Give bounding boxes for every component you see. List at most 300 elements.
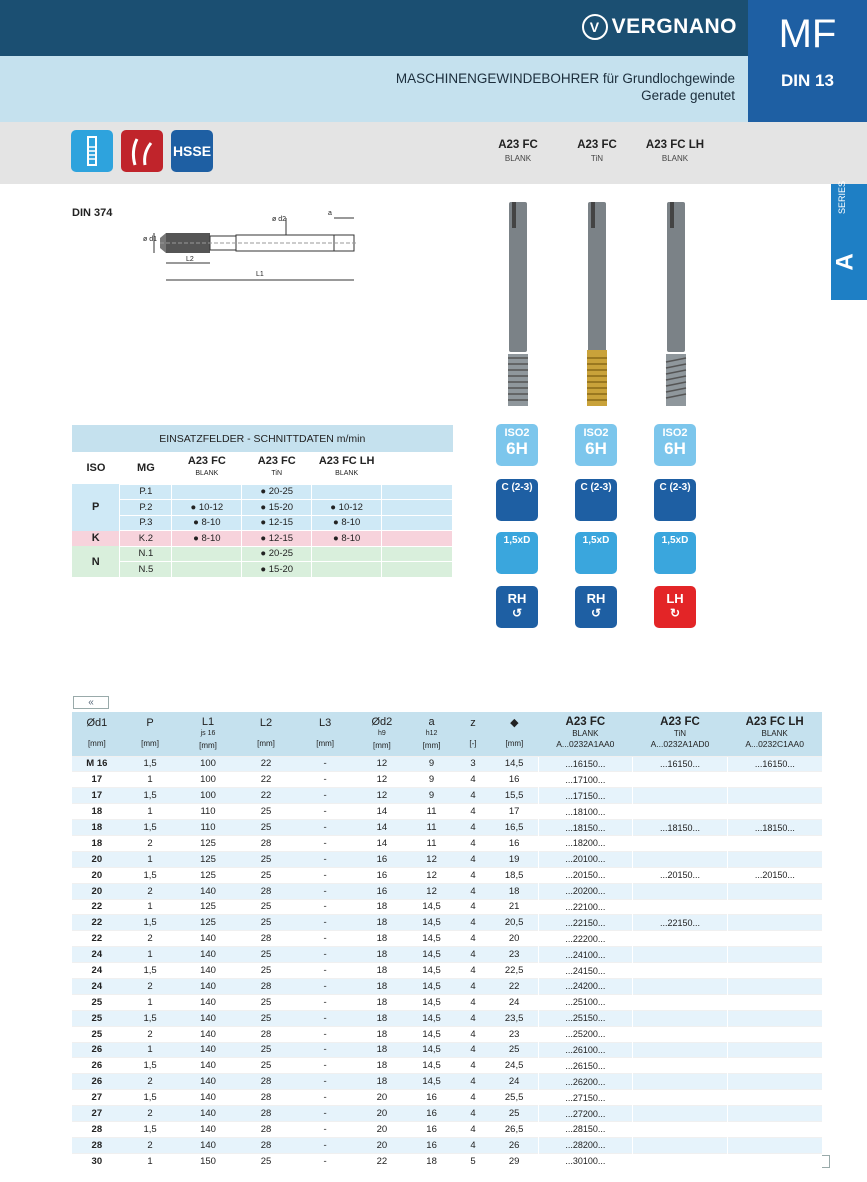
value-cell: 24: [491, 994, 538, 1010]
value-cell: -: [294, 788, 356, 804]
value-cell: 20: [356, 1137, 408, 1153]
speed-value: 15-20: [268, 501, 294, 513]
value-cell: 18: [356, 899, 408, 915]
product-head-2: A23 FC TiN: [577, 139, 617, 163]
order-code-cell[interactable]: ...25200...: [538, 1026, 633, 1042]
value-cell: 125: [178, 899, 237, 915]
speed-cell: [242, 484, 312, 500]
cut-col-1: A23 FC BLANK: [187, 455, 226, 478]
order-code-cell[interactable]: ...27200...: [538, 1106, 633, 1122]
table-row: [72, 899, 822, 915]
order-code-cell[interactable]: ...20150...: [538, 867, 633, 883]
cutting-table-title: EINSATZFELDER - SCHNITTDATEN m/min: [72, 425, 453, 452]
order-code-cell[interactable]: ...26200...: [538, 1074, 633, 1090]
value-cell: -: [294, 1010, 356, 1026]
speed-cell: [312, 500, 382, 516]
speed-value: 12-15: [268, 517, 294, 529]
product-column-header: A23 FC BLANK A...0232A1AA0: [556, 716, 615, 750]
order-code-cell: [727, 915, 822, 931]
order-code-cell[interactable]: ...18200...: [538, 835, 633, 851]
diameter-cell: 18: [72, 835, 122, 851]
value-cell: 25: [491, 1106, 538, 1122]
diameter-cell: 17: [72, 788, 122, 804]
value-cell: 18: [356, 915, 408, 931]
speed-cell: [312, 484, 382, 500]
value-cell: -: [294, 963, 356, 979]
dot-icon: ●: [332, 532, 342, 544]
table-row: [72, 1074, 822, 1090]
order-code-cell: [727, 963, 822, 979]
brand-logo: [582, 14, 737, 40]
value-cell: 25: [238, 994, 295, 1010]
dot-icon: ●: [260, 486, 269, 498]
value-cell: 1: [122, 994, 179, 1010]
value-cell: 140: [178, 947, 237, 963]
value-cell: 20: [356, 1090, 408, 1106]
dot-icon: ●: [260, 501, 269, 513]
speed-cell: [312, 531, 382, 547]
table-row: [72, 1121, 822, 1137]
value-cell: 2: [122, 1106, 179, 1122]
diameter-cell: 22: [72, 899, 122, 915]
value-cell: 125: [178, 835, 237, 851]
value-cell: 4: [455, 1058, 490, 1074]
table-row: [72, 931, 822, 947]
series-label: SERIES: [837, 180, 847, 214]
value-cell: 14: [356, 820, 408, 836]
order-code-cell: [633, 1090, 728, 1106]
chamfer-form-badge: C (2-3): [654, 479, 696, 521]
value-cell: 26: [491, 1137, 538, 1153]
value-cell: 25: [238, 1153, 295, 1169]
value-cell: 5: [455, 1153, 490, 1169]
rotation-arrow-icon: ↻: [669, 606, 681, 620]
speed-cell: [172, 515, 242, 531]
diameter-cell: 24: [72, 947, 122, 963]
order-code-cell[interactable]: ...24150...: [538, 963, 633, 979]
order-code-cell[interactable]: ...20100...: [538, 851, 633, 867]
table-row: [72, 851, 822, 867]
rotation-arrow-icon: ↺: [590, 606, 602, 620]
column-header: L2 [mm]: [257, 717, 275, 749]
value-cell: 16: [408, 1106, 455, 1122]
order-code-cell: [633, 1137, 728, 1153]
value-cell: 140: [178, 1058, 237, 1074]
value-cell: 26,5: [491, 1121, 538, 1137]
speed-value: 8-10: [341, 532, 361, 544]
value-cell: 4: [455, 1121, 490, 1137]
l2-label: L2: [186, 256, 194, 263]
value-cell: 28: [238, 931, 295, 947]
series-letter: A: [831, 253, 859, 271]
order-code-cell: [727, 931, 822, 947]
value-cell: 21: [491, 899, 538, 915]
value-cell: 1: [122, 947, 179, 963]
order-code-cell[interactable]: ...20200...: [538, 883, 633, 899]
diameter-cell: 20: [72, 851, 122, 867]
speed-cell: [172, 546, 242, 562]
value-cell: 20: [356, 1106, 408, 1122]
value-cell: 4: [455, 931, 490, 947]
diameter-cell: M 16: [72, 756, 122, 772]
order-code-cell[interactable]: ...24200...: [538, 978, 633, 994]
order-code-cell[interactable]: ...25150...: [538, 1010, 633, 1026]
value-cell: 14,5: [408, 947, 455, 963]
speed-value: 10-12: [198, 501, 224, 513]
table-row: [72, 820, 822, 836]
value-cell: 18: [356, 1074, 408, 1090]
tap-drill-icon: ◆: [510, 717, 519, 730]
value-cell: 28: [238, 1121, 295, 1137]
din-standard: DIN 13: [781, 71, 834, 90]
order-code-cell[interactable]: ...22150...: [538, 915, 633, 931]
value-cell: 4: [455, 1010, 490, 1026]
value-cell: 25: [238, 804, 295, 820]
order-code-cell[interactable]: ...18150...: [727, 820, 822, 836]
order-code-cell[interactable]: ...18150...: [633, 820, 728, 836]
value-cell: 28: [238, 1106, 295, 1122]
mg-cell: P.2: [120, 500, 172, 516]
column-header: a h12 [mm]: [422, 715, 441, 750]
column-header: Ød1 [mm]: [86, 717, 108, 749]
iso-group: N: [72, 546, 120, 577]
order-code-cell: [727, 772, 822, 788]
value-cell: 14,5: [408, 963, 455, 979]
order-code-cell[interactable]: ...30100...: [538, 1153, 633, 1169]
value-cell: 140: [178, 1042, 237, 1058]
speed-cell: [312, 562, 382, 578]
column-header: z [-]: [469, 717, 477, 749]
dot-icon: ●: [193, 532, 202, 544]
value-cell: 110: [178, 820, 237, 836]
order-code-cell: [633, 1074, 728, 1090]
table-row: [72, 883, 822, 899]
value-cell: 25: [238, 1058, 295, 1074]
value-cell: 14,5: [408, 1042, 455, 1058]
value-cell: 12: [408, 883, 455, 899]
value-cell: 3: [455, 756, 490, 772]
value-cell: -: [294, 931, 356, 947]
table-row: [72, 915, 822, 931]
value-cell: 125: [178, 867, 237, 883]
value-cell: 4: [455, 1074, 490, 1090]
rotation-badge: LH ↻: [654, 586, 696, 628]
dot-icon: ●: [193, 517, 202, 529]
value-cell: 22: [238, 756, 295, 772]
order-code-cell: [633, 772, 728, 788]
cutting-row: [72, 515, 453, 531]
column-header: L3 [mm]: [316, 717, 335, 749]
value-cell: 17: [491, 804, 538, 820]
value-cell: 4: [455, 899, 490, 915]
value-cell: 25: [238, 851, 295, 867]
value-cell: 18: [408, 1153, 455, 1169]
table-row: [72, 1058, 822, 1074]
value-cell: 18: [491, 883, 538, 899]
value-cell: 140: [178, 1074, 237, 1090]
order-code-cell: [727, 883, 822, 899]
order-code-cell[interactable]: ...17150...: [538, 788, 633, 804]
value-cell: 1: [122, 1042, 179, 1058]
value-cell: 28: [238, 1137, 295, 1153]
value-cell: 4: [455, 804, 490, 820]
order-code-cell: [727, 1026, 822, 1042]
value-cell: 16: [356, 867, 408, 883]
value-cell: 20: [491, 931, 538, 947]
order-code-cell: [633, 1121, 728, 1137]
table-row: [72, 947, 822, 963]
speed-value: 15-20: [268, 563, 294, 575]
value-cell: 18: [356, 1010, 408, 1026]
order-code-cell: [727, 1106, 822, 1122]
value-cell: -: [294, 1026, 356, 1042]
order-code-cell: [633, 851, 728, 867]
value-cell: 140: [178, 1137, 237, 1153]
value-cell: 18,5: [491, 867, 538, 883]
value-cell: 4: [455, 835, 490, 851]
order-code-cell: [727, 899, 822, 915]
table-row: [72, 1137, 822, 1153]
order-code-cell[interactable]: ...28150...: [538, 1121, 633, 1137]
value-cell: 16: [408, 1137, 455, 1153]
value-cell: 28: [238, 835, 295, 851]
value-cell: -: [294, 899, 356, 915]
order-code-cell: [727, 994, 822, 1010]
value-cell: 14,5: [408, 1058, 455, 1074]
page-title: MASCHINENGEWINDEBOHRER für Grundlochgewinde: [395, 71, 735, 86]
value-cell: 4: [455, 963, 490, 979]
value-cell: 140: [178, 1090, 237, 1106]
speed-value: 20-25: [268, 486, 294, 498]
value-cell: 23,5: [491, 1010, 538, 1026]
order-code-cell: [633, 1042, 728, 1058]
diameter-cell: 25: [72, 1010, 122, 1026]
value-cell: 4: [455, 1106, 490, 1122]
order-code-cell[interactable]: ...17100...: [538, 772, 633, 788]
value-cell: 150: [178, 1153, 237, 1169]
value-cell: 4: [455, 1026, 490, 1042]
value-cell: 14,5: [408, 915, 455, 931]
value-cell: 100: [178, 756, 237, 772]
order-code-cell[interactable]: ...16150...: [727, 756, 822, 772]
value-cell: -: [294, 1074, 356, 1090]
table-row: [72, 756, 822, 772]
speed-value: 10-12: [338, 501, 363, 513]
tool-image-2: [585, 202, 609, 406]
product-head-1: A23 FC BLANK: [498, 139, 538, 163]
cutting-data-table: [72, 425, 453, 578]
order-code-cell: [727, 1137, 822, 1153]
dot-icon: ●: [330, 501, 339, 513]
value-cell: 20,5: [491, 915, 538, 931]
column-header: Ød2 h9 [mm]: [371, 715, 393, 750]
order-code-cell[interactable]: ...22100...: [538, 899, 633, 915]
value-cell: 4: [455, 978, 490, 994]
table-row: [72, 867, 822, 883]
diameter-cell: 26: [72, 1058, 122, 1074]
value-cell: 2: [122, 1074, 179, 1090]
value-cell: 1,5: [122, 963, 179, 979]
speed-cell: [312, 546, 382, 562]
value-cell: 140: [178, 1121, 237, 1137]
rotation-badge: RH ↺: [575, 586, 617, 628]
order-code-cell: [633, 1153, 728, 1169]
value-cell: 28: [238, 883, 295, 899]
value-cell: -: [294, 772, 356, 788]
thread-depth-badge: 1,5xD: [496, 532, 538, 574]
value-cell: 16: [356, 851, 408, 867]
table-row: [72, 1010, 822, 1026]
value-cell: 140: [178, 1026, 237, 1042]
value-cell: 22: [491, 978, 538, 994]
rotation-badge: RH ↺: [496, 586, 538, 628]
value-cell: 1,5: [122, 1010, 179, 1026]
value-cell: 140: [178, 883, 237, 899]
value-cell: 14: [356, 804, 408, 820]
prev-page-button[interactable]: «: [73, 696, 109, 709]
page-subtitle: Gerade genutet: [641, 88, 735, 103]
table-row: [72, 804, 822, 820]
value-cell: 1,5: [122, 915, 179, 931]
order-code-cell: [633, 978, 728, 994]
value-cell: -: [294, 1121, 356, 1137]
order-code-cell: [633, 994, 728, 1010]
order-code-cell[interactable]: ...24100...: [538, 947, 633, 963]
value-cell: 23: [491, 947, 538, 963]
value-cell: 4: [455, 867, 490, 883]
value-cell: 18: [356, 931, 408, 947]
order-code-cell: [727, 978, 822, 994]
iso-group: P: [72, 484, 120, 531]
diameter-cell: 20: [72, 883, 122, 899]
value-cell: 12: [356, 756, 408, 772]
dot-icon: ●: [260, 532, 269, 544]
value-cell: 18: [356, 947, 408, 963]
order-code-cell[interactable]: ...22150...: [633, 915, 728, 931]
speed-cell: [242, 546, 312, 562]
value-cell: 4: [455, 1137, 490, 1153]
order-code-cell[interactable]: ...25100...: [538, 994, 633, 1010]
order-code-cell[interactable]: ...18100...: [538, 804, 633, 820]
dimensions-table: [72, 712, 822, 1169]
value-cell: 140: [178, 978, 237, 994]
value-cell: 19: [491, 851, 538, 867]
value-cell: 14,5: [408, 1026, 455, 1042]
order-code-cell[interactable]: ...20150...: [727, 867, 822, 883]
value-cell: 14,5: [408, 931, 455, 947]
order-code-cell[interactable]: ...16150...: [633, 756, 728, 772]
order-code-cell[interactable]: ...27150...: [538, 1090, 633, 1106]
value-cell: 4: [455, 1042, 490, 1058]
table-row: [72, 963, 822, 979]
value-cell: 12: [356, 772, 408, 788]
value-cell: 16: [356, 883, 408, 899]
value-cell: 1: [122, 899, 179, 915]
cut-col-3: A23 FC LH BLANK: [318, 455, 375, 478]
value-cell: 140: [178, 994, 237, 1010]
order-code-cell: [633, 1026, 728, 1042]
order-code-cell[interactable]: ...20150...: [633, 867, 728, 883]
value-cell: 1,5: [122, 1058, 179, 1074]
value-cell: 22: [356, 1153, 408, 1169]
value-cell: -: [294, 883, 356, 899]
value-cell: 22: [238, 772, 295, 788]
value-cell: 28: [238, 1074, 295, 1090]
value-cell: 4: [455, 947, 490, 963]
product-head-3: A23 FC LH BLANK: [645, 139, 705, 163]
column-header: ◆ [mm]: [491, 712, 538, 756]
diameter-cell: 22: [72, 931, 122, 947]
chamfer-form-badge: C (2-3): [496, 479, 538, 521]
value-cell: 23: [491, 1026, 538, 1042]
series-tab[interactable]: [831, 180, 867, 300]
value-cell: -: [294, 820, 356, 836]
diameter-cell: 26: [72, 1074, 122, 1090]
value-cell: 28: [238, 978, 295, 994]
speed-cell: [242, 515, 312, 531]
order-code-cell: [727, 804, 822, 820]
value-cell: 20: [356, 1121, 408, 1137]
table-row: [72, 1153, 822, 1169]
order-code-cell: [633, 963, 728, 979]
value-cell: 125: [178, 915, 237, 931]
cutting-row: [72, 531, 453, 547]
value-cell: 14,5: [408, 1010, 455, 1026]
hsse-badge: HSSE: [171, 130, 213, 172]
d1-label: ø d1: [143, 236, 158, 243]
order-code-cell[interactable]: ...16150...: [538, 756, 633, 772]
value-cell: 140: [178, 1106, 237, 1122]
order-code-cell[interactable]: ...28200...: [538, 1137, 633, 1153]
d2-label: ø d2: [272, 216, 287, 223]
order-code-cell: [727, 1010, 822, 1026]
product-column-header: A23 FC TiN A...0232A1AD0: [650, 716, 710, 750]
value-cell: 24,5: [491, 1058, 538, 1074]
diameter-cell: 20: [72, 867, 122, 883]
value-cell: 18: [356, 1058, 408, 1074]
order-code-cell: [727, 851, 822, 867]
diameter-cell: 24: [72, 963, 122, 979]
value-cell: 9: [408, 756, 455, 772]
order-code-cell[interactable]: ...26100...: [538, 1042, 633, 1058]
value-cell: 18: [356, 1042, 408, 1058]
din-label: DIN 374: [72, 207, 113, 219]
speed-cell: [172, 562, 242, 578]
value-cell: 14,5: [408, 994, 455, 1010]
speed-cell: [242, 531, 312, 547]
order-code-cell[interactable]: ...26150...: [538, 1058, 633, 1074]
diameter-cell: 26: [72, 1042, 122, 1058]
value-cell: 25: [238, 867, 295, 883]
order-code-cell: [727, 1042, 822, 1058]
value-cell: 25: [238, 947, 295, 963]
value-cell: 100: [178, 788, 237, 804]
order-code-cell[interactable]: ...22200...: [538, 931, 633, 947]
cutting-row: [72, 500, 453, 516]
order-code-cell[interactable]: ...18150...: [538, 820, 633, 836]
value-cell: 14,5: [408, 899, 455, 915]
value-cell: 4: [455, 994, 490, 1010]
mg-cell: N.1: [120, 546, 172, 562]
order-code-cell: [633, 883, 728, 899]
diameter-cell: 18: [72, 820, 122, 836]
value-cell: 2: [122, 835, 179, 851]
table-row: [72, 772, 822, 788]
value-cell: -: [294, 1106, 356, 1122]
mg-cell: K.2: [120, 531, 172, 547]
value-cell: 24: [491, 1074, 538, 1090]
order-code-cell: [633, 947, 728, 963]
